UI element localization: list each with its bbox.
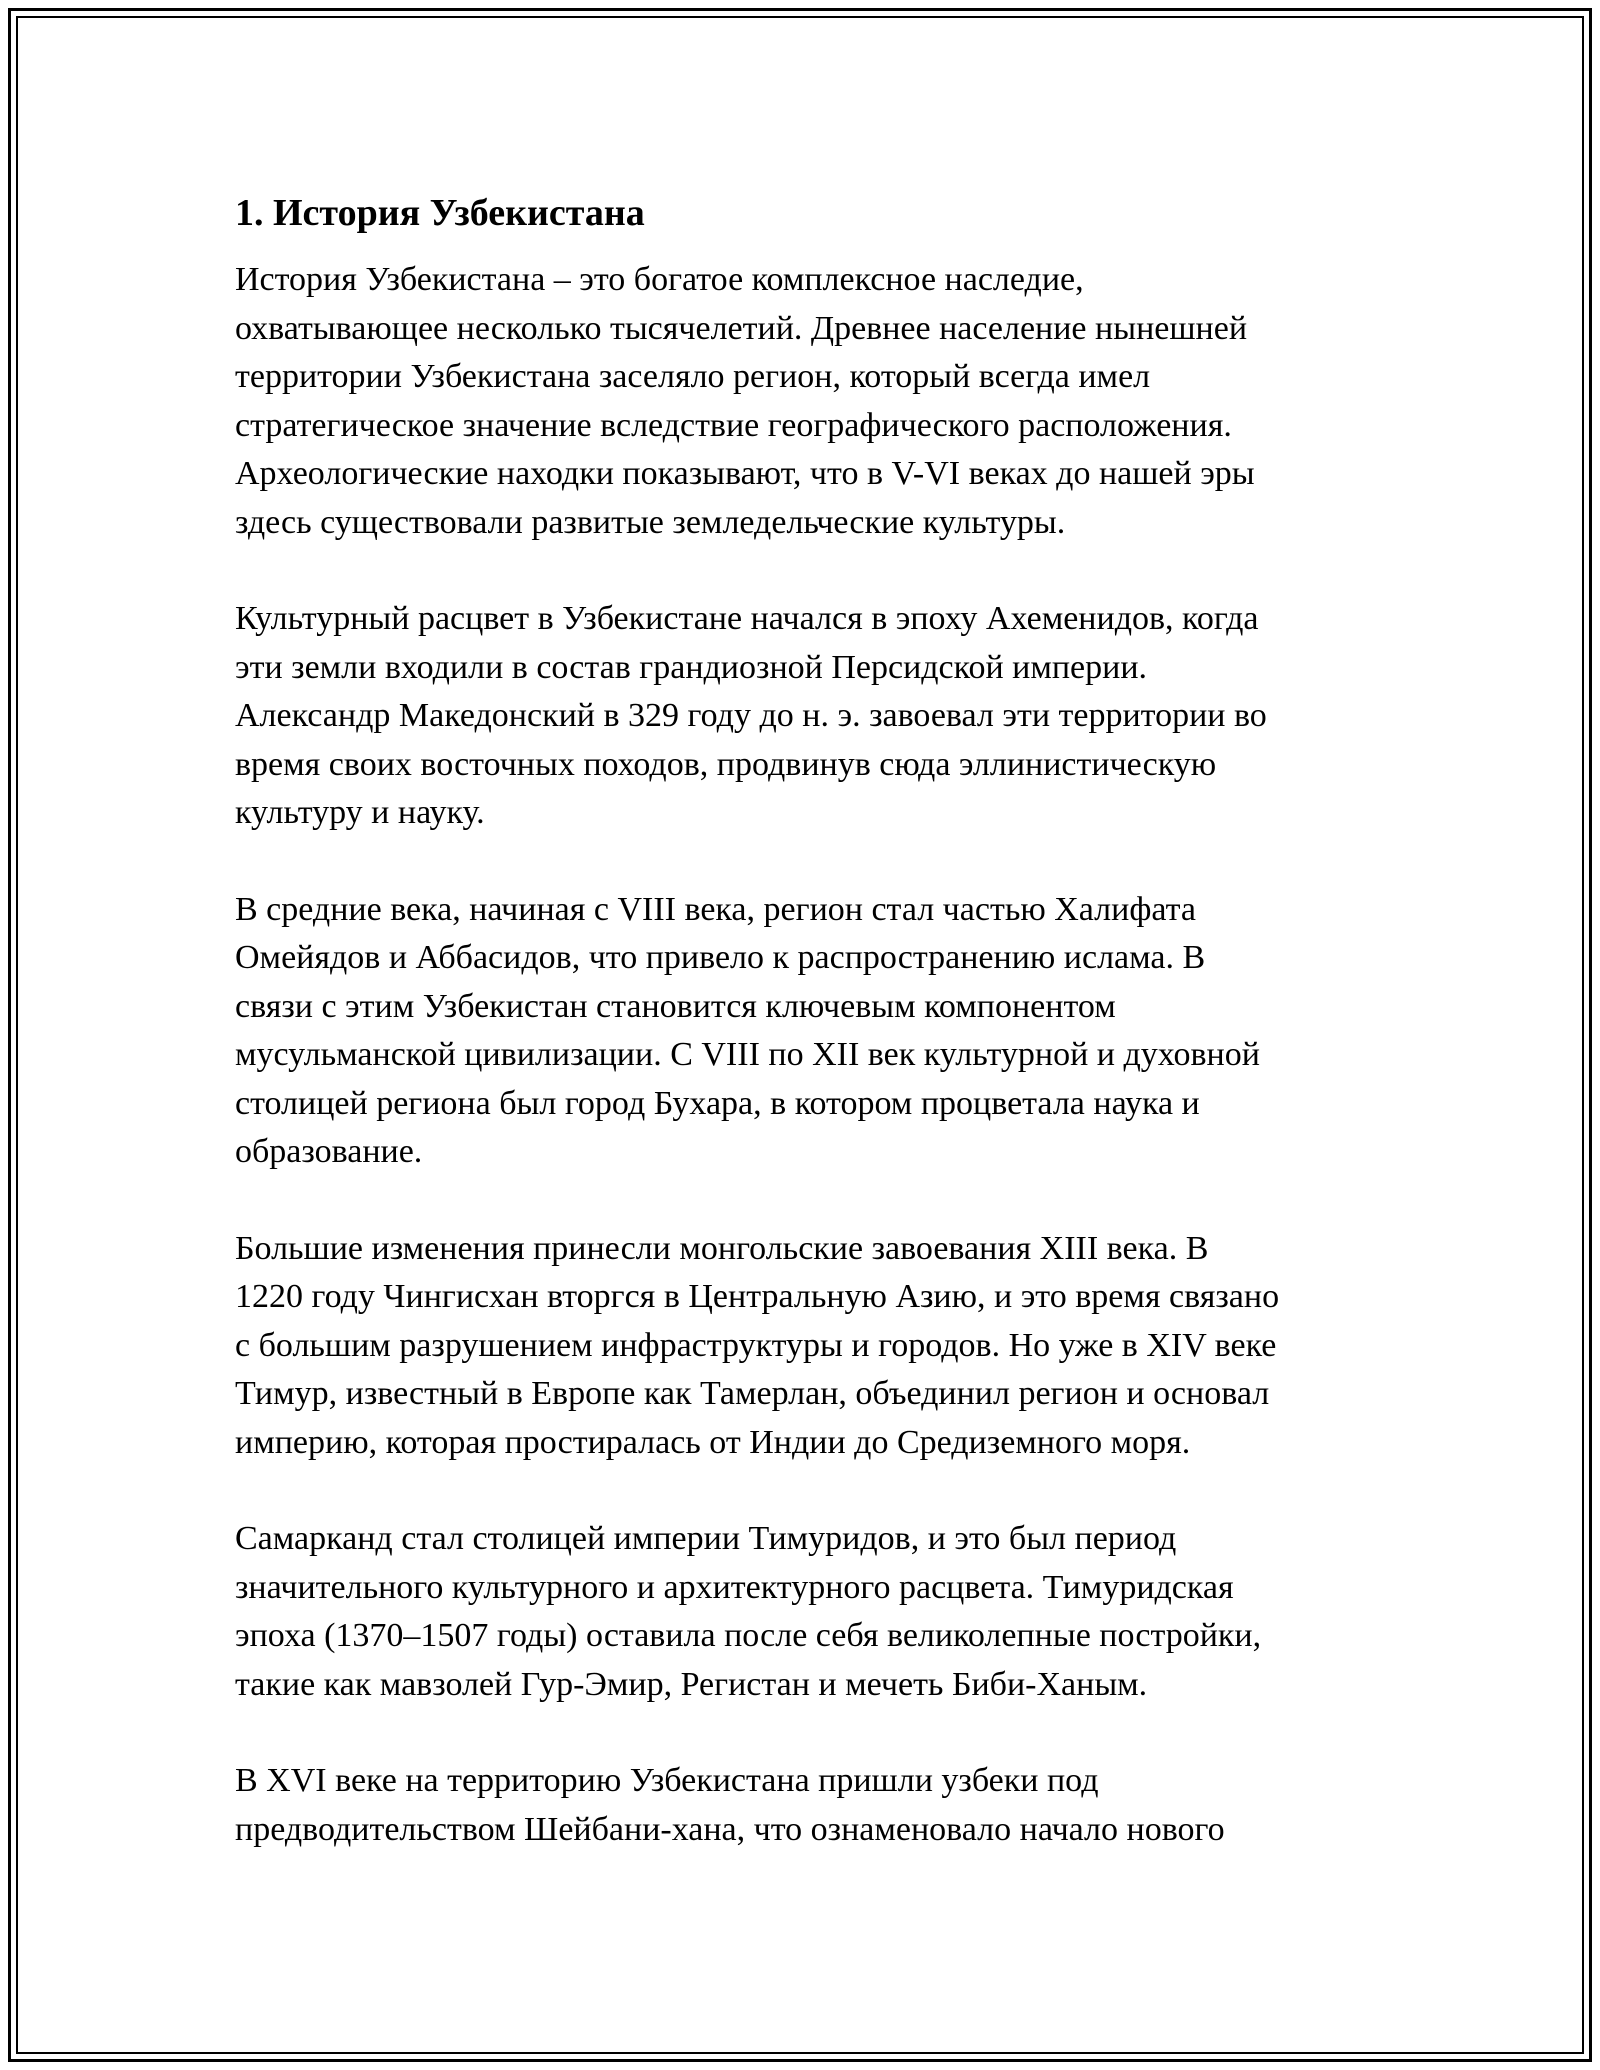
paragraph-timurid-era (235, 1515, 1375, 1709)
text-line: эпоха (1370–1507 годы) оставила после себя великолепные постройки, (235, 1617, 1262, 1654)
paragraph-achaemenid-era (235, 595, 1375, 838)
text-line: В XVI веке на территорию Узбекистана пришли узбеки под (235, 1762, 1099, 1799)
text-line: с большим разрушением инфраструктуры и городов. Но уже в XIV веке (235, 1326, 1277, 1364)
text-line: Тимур, известный в Европе как Тамерлан, объединил регион и основал (235, 1375, 1270, 1412)
text-line: охватывающее несколько тысячелетий. Древнее население нынешней (235, 309, 1248, 347)
text-line: 1220 году Чингисхан вторгся в Центральную Азию, и это время связано (235, 1278, 1280, 1315)
paragraph-ancient-history (235, 256, 1375, 547)
text-line: Омейядов и Аббасидов, что привело к распространению ислама. В (235, 939, 1206, 976)
text-line: мусульманской цивилизации. С VIII по XII век культурной и духовной (235, 1036, 1260, 1073)
text-line: здесь существовали развитые земледельческие культуры. (235, 503, 1066, 541)
paragraph-mongol-conquest (235, 1225, 1375, 1468)
text-line: значительного культурного и архитектурного расцвета. Тимуридская (235, 1568, 1234, 1606)
text-line: Большие изменения принесли монгольские завоевания XIII века. В (235, 1229, 1209, 1267)
text-line: Самарканд стал столицей империи Тимуридов, и это был период (235, 1520, 1177, 1557)
text-line: стратегическое значение вследствие географического расположения. (235, 406, 1232, 444)
document-body (235, 186, 1375, 1902)
text-line: образование. (235, 1133, 423, 1170)
paragraph-middle-ages (235, 886, 1375, 1177)
text-line: Культурный расцвет в Узбекистане начался в эпоху Ахеменидов, когда (235, 600, 1259, 637)
text-line: такие как мавзолей Гур-Эмир, Регистан и мечеть Биби-Ханым. (235, 1665, 1148, 1703)
text-line: эти земли входили в состав грандиозной Персидской империи. (235, 648, 1148, 686)
text-line: В средние века, начиная с VIII века, регион стал частью Халифата (235, 890, 1196, 928)
text-line: предводительством Шейбани-хана, что ознаменовало начало нового (235, 1810, 1225, 1848)
text-line: связи с этим Узбекистан становится ключевым компонентом (235, 987, 1116, 1025)
text-line: столицей региона был город Бухара, в котором процветала наука и (235, 1084, 1200, 1122)
text-line: Археологические находки показывают, что в V-VI веках до нашей эры (235, 455, 1255, 492)
text-line: культуру и науку. (235, 794, 485, 831)
section-heading: 1. История Узбекистана (235, 192, 645, 234)
text-line: Александр Македонский в 329 году до н. э. завоевал эти территории во (235, 697, 1267, 734)
text-line: империю, которая простиралась от Индии до Средиземного моря. (235, 1423, 1191, 1461)
text-line: территории Узбекистана заселяло регион, который всегда имел (235, 358, 1151, 395)
paragraph-shaybanid-era (235, 1757, 1375, 1854)
text-line: время своих восточных походов, продвинув сюда эллинистическую (235, 745, 1217, 783)
text-line: История Узбекистана – это богатое комплексное наследие, (235, 261, 1084, 298)
